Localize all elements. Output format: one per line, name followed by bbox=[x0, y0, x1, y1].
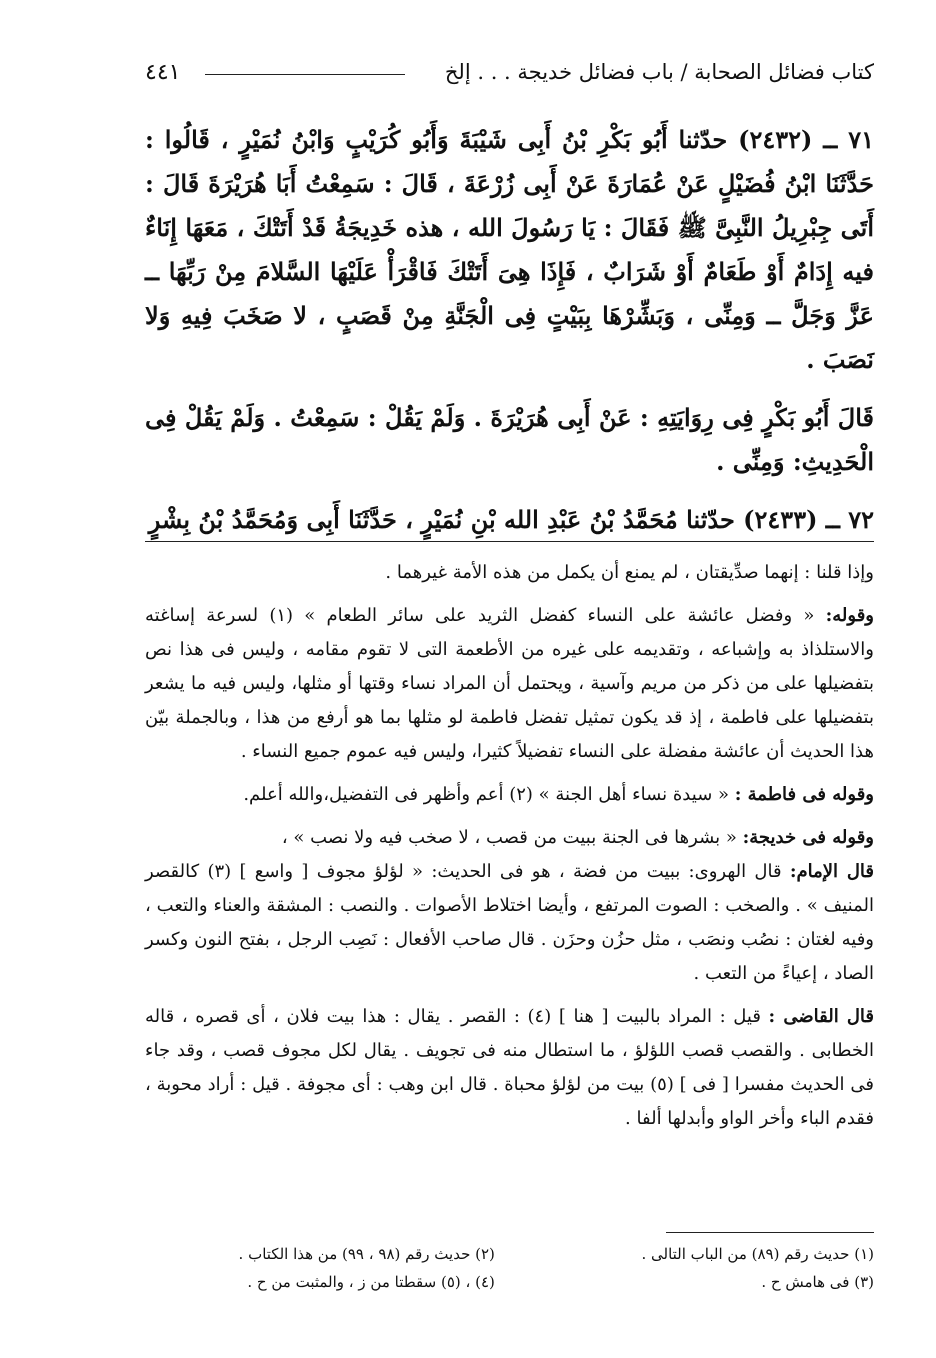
commentary-lead: قال الإمام: bbox=[789, 861, 874, 882]
footnote-3: (٣) فى هامش ح . bbox=[761, 1273, 874, 1291]
commentary bbox=[145, 556, 874, 1145]
footnote-1: (١) حديث رقم (٨٩) من الباب التالى . bbox=[641, 1245, 874, 1263]
commentary-paragraph bbox=[145, 599, 874, 769]
commentary-text: « سيدة نساء أهل الجنة » (٢) أعم وأظهر فى التفضيل،والله أعلم. bbox=[243, 784, 735, 805]
commentary-text: قيل : المراد بالبيت [ هنا ] (٤) : القصر . يقال : هذا بيت فلان ، أى قصره ، قاله الخطابى . والقصب قصب اللؤلؤ ، ما استطال منه فى تجويف . يقال لكل مجوف قصب ، وقد جاء فى الحديث مفسرا [ فى ] (٥) بيت من لؤلؤ محباة . قال ابن وهب : أى مجوفة . قيل : أراد محوبة ، فقدم الباء وأخر الواو وأبدلها ألفا . bbox=[145, 1006, 874, 1129]
commentary-text: قال الهروى: ببيت من فضة ، هو فى الحديث: « لؤلؤ مجوف [ واسع ] (٣) كالقصر المنيف » . والصخب : الصوت المرتفع ، وأيضا اختلاط الأصوات . والنصب : المشقة والعناء والتعب ، وفيه لغتان : نصُب ونصَب ، مثل حزُن وحزَن . قال صاحب الأفعال : نَصِب الرجل ، بفتح النون وكسر الصاد ، إعياءً من التعب . bbox=[145, 861, 874, 984]
page-header bbox=[145, 52, 874, 92]
hadith-71-note: قَالَ أَبُو بَكْرٍ فِى رِوَايَتِهِ : عَنْ أَبِى هُرَيْرَةَ . وَلَمْ يَقُلْ : سَمِعْتُ . وَلَمْ يَقُلْ فِى الْحَدِيثِ: وَمِنِّى . bbox=[145, 403, 874, 476]
commentary-lead: وقوله فى خديجة: bbox=[742, 827, 874, 848]
page-number: ٤٤١ bbox=[145, 60, 181, 85]
commentary-lead: قال القاضى : bbox=[768, 1006, 874, 1027]
commentary-paragraph bbox=[145, 1000, 874, 1136]
footnotes bbox=[145, 1240, 874, 1296]
footnote-row bbox=[145, 1240, 874, 1268]
running-title: كتاب فضائل الصحابة / باب فضائل خديجة . . . إلخ bbox=[444, 60, 874, 84]
commentary-paragraph bbox=[145, 556, 874, 590]
hadith-71: ٧١ ــ (٢٤٣٢) حدّثنا أَبُو بَكْرِ بْنُ أَبِى شَيْبَةَ وَأَبُو كُرَيْبٍ وَابْنُ نُمَيْرٍ ، قَالُوا : حَدَّثَنَا ابْنُ فُضَيْلٍ عَنْ عُمَارَةَ عَنْ أَبِى زُرْعَةَ ، قَالَ : سَمِعْتُ أَبَا هُرَيْرَةَ قَالَ : أَتَى جِبْرِيلُ النَّبِىَّ ﷺ فَقَالَ : يَا رَسُولَ الله ، هذه خَدِيجَةُ قَدْ أَتَتْكَ ، مَعَهَا إِنَاءٌ فيه إِدَامٌ أَوْ طَعَامٌ أَوْ شَرَابٌ ، فَإِذَا هِىَ أَتَتْكَ فَاقْرَأْ عَلَيْهَا السَّلامَ مِنْ رَبِّهَا ــ عَزَّ وَجَلَّ ــ وَمِنِّى ، وَبَشِّرْهَا بِبَيْتٍ فِى الْجَنَّةِ مِنْ قَصَبٍ ، لا صَخَبَ فِيهِ وَلا نَصَبَ . bbox=[145, 125, 875, 374]
commentary-paragraph bbox=[145, 821, 874, 855]
section-divider bbox=[145, 541, 874, 542]
footnote-row bbox=[145, 1268, 874, 1296]
commentary-text: « بشرها فى الجنة ببيت من قصب ، لا صخب فيه ولا نصب » ، bbox=[281, 827, 743, 848]
hadith-72: ٧٢ ــ (٢٤٣٣) حدّثنا مُحَمَّدُ بْنُ عَبْدِ الله بْنِ نُمَيْرٍ ، حَدَّثَنَا أَبِى وَمُحَمَّدُ بْنُ بِشْرٍ bbox=[148, 505, 874, 534]
commentary-paragraph bbox=[145, 855, 874, 991]
commentary-paragraph bbox=[145, 778, 874, 812]
commentary-lead: وقوله: bbox=[825, 605, 874, 626]
commentary-text: « وفضل عائشة على النساء كفضل الثريد على سائر الطعام » (١) لسرعة إساغته والاستلذاذ به وإشباعه ، وتقديمه على غيره من الأطعمة التى لا تقوم مقامه ، وليس فى هذا نص بتفضيلها على من ذكر من مريم وآسية ، ويحتمل أن المراد نساء وقتها أو مثلها، وليس فيه ما يشعر بتفضيلها على فاطمة ، إذ قد يكون تمثيل تفضل فاطمة لو مثلها بما هو أرفع من هذا ، وبالجملة بيّن هذا الحديث أن عائشة مفضلة على النساء تفضيلاً كثيرا، وليس فيه عموم جميع النساء . bbox=[145, 605, 874, 762]
hadith-text bbox=[145, 118, 874, 556]
header-rule bbox=[205, 74, 405, 75]
footnote-rule bbox=[666, 1232, 874, 1233]
footnote-2: (٢) حديث رقم (٩٨ ، ٩٩) من هذا الكتاب . bbox=[238, 1245, 495, 1263]
commentary-text: وإذا قلنا : إنهما صدِّيقتان ، لم يمنع أن يكمل من هذه الأمة غيرهما . bbox=[385, 562, 874, 583]
commentary-lead: وقوله فى فاطمة : bbox=[734, 784, 874, 805]
footnote-4: (٤) ، (٥) سقطتا من ز ، والمثبت من ح . bbox=[247, 1273, 495, 1291]
